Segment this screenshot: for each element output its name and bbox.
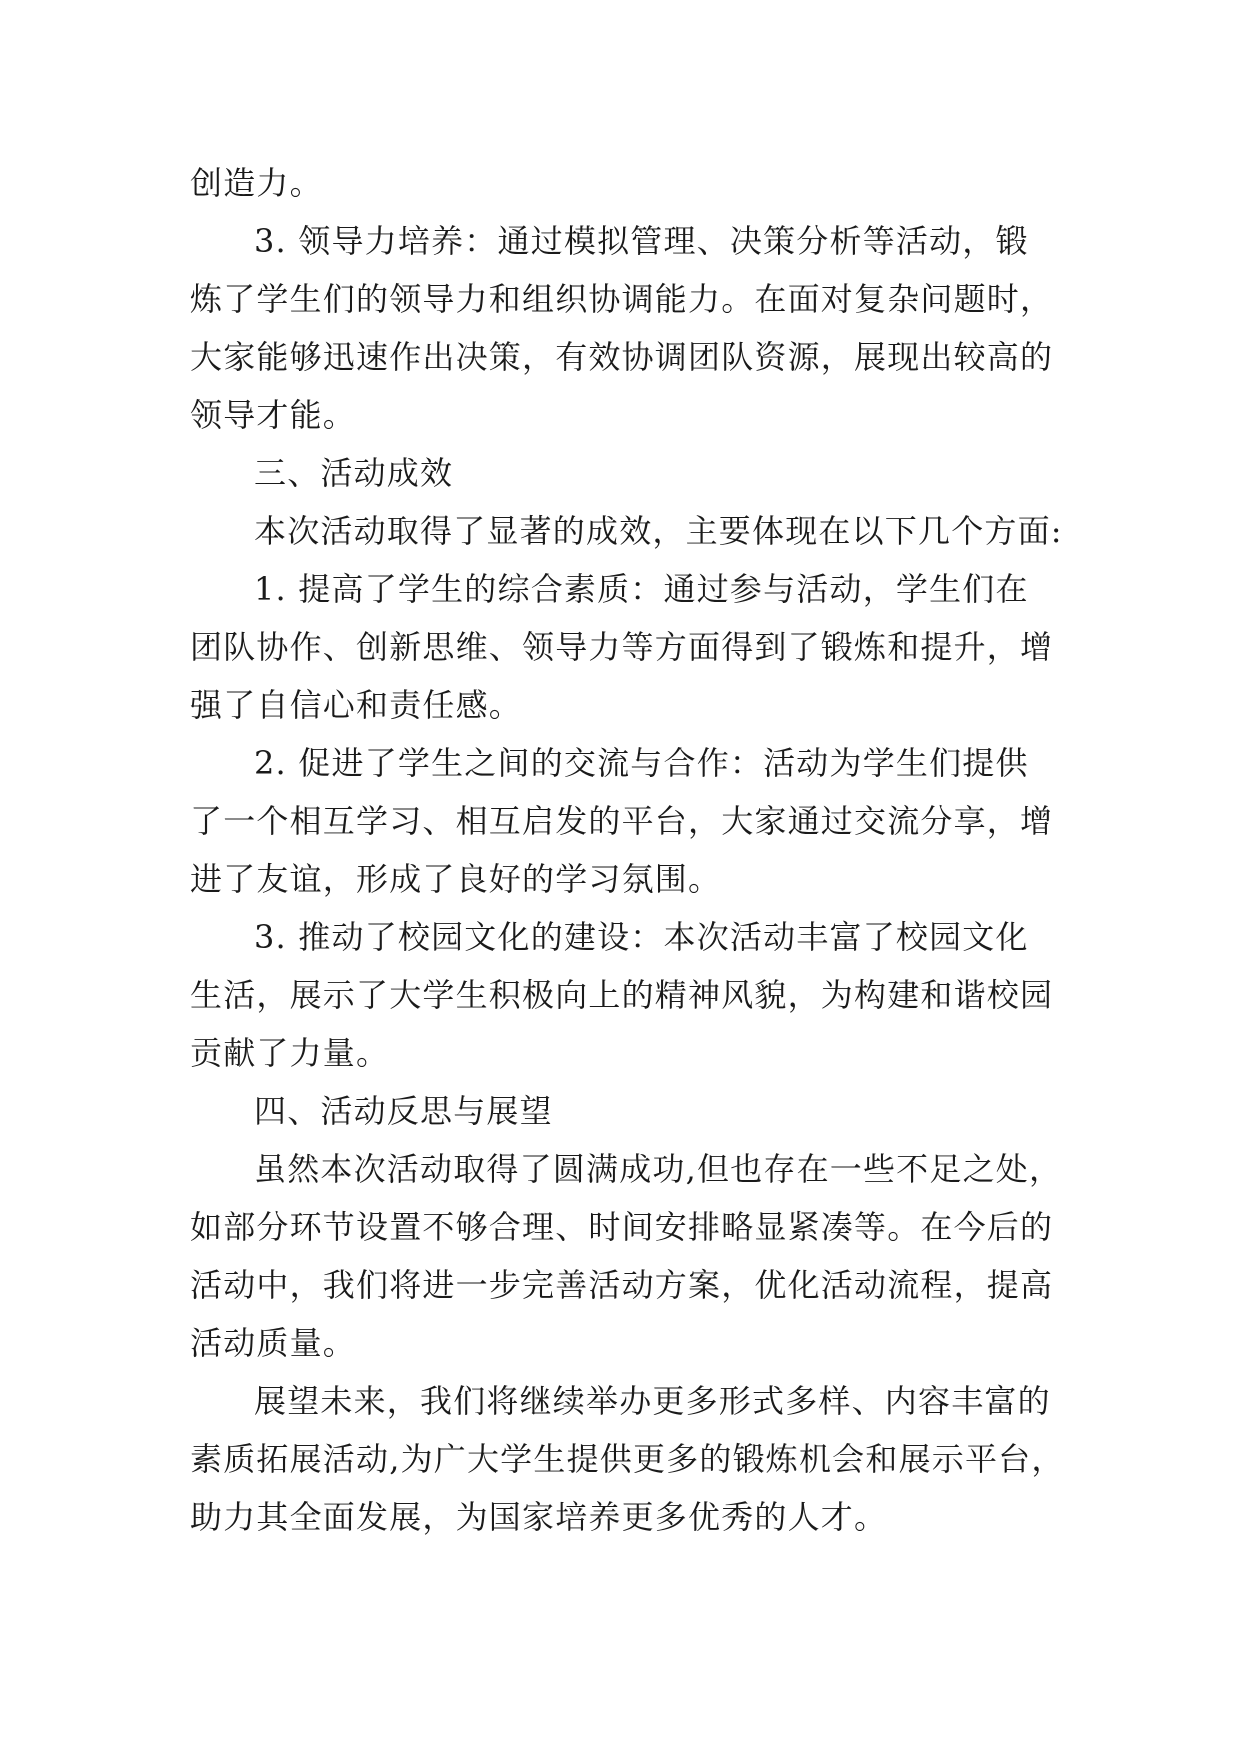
paragraph-line: 贡献了力量。 — [190, 1034, 390, 1072]
paragraph-line: 炼了学生们的领导力和组织协调能力。在面对复杂问题时， — [190, 280, 1054, 318]
paragraph-line: 如部分环节设置不够合理、时间安排略显紧凑等。在今后的 — [190, 1208, 1054, 1246]
paragraph-line: 了一个相互学习、相互启发的平台，大家通过交流分享，增 — [190, 802, 1054, 840]
paragraph-line: 进了友谊，形成了良好的学习氛围。 — [190, 860, 722, 898]
paragraph-line: 本次活动取得了显著的成效，主要体现在以下几个方面: — [254, 512, 1063, 550]
paragraph-line: 助力其全面发展，为国家培养更多优秀的人才。 — [190, 1498, 888, 1536]
paragraph-line: 1. 提高了学生的综合素质：通过参与活动，学生们在 — [254, 570, 1029, 608]
paragraph-line: 虽然本次活动取得了圆满成功,但也存在一些不足之处， — [254, 1150, 1063, 1188]
paragraph-line: 3. 领导力培养：通过模拟管理、决策分析等活动，锻 — [254, 222, 1029, 260]
paragraph-line: 生活，展示了大学生积极向上的精神风貌，为构建和谐校园 — [190, 976, 1054, 1014]
paragraph-line: 2. 促进了学生之间的交流与合作：活动为学生们提供 — [254, 744, 1029, 782]
paragraph-line: 展望未来，我们将继续举办更多形式多样、内容丰富的 — [254, 1382, 1051, 1420]
paragraph-line: 大家能够迅速作出决策，有效协调团队资源，展现出较高的 — [190, 338, 1054, 376]
section-heading: 四、活动反思与展望 — [254, 1092, 553, 1130]
document-body — [190, 154, 1065, 1546]
paragraph-line: 强了自信心和责任感。 — [190, 686, 523, 724]
paragraph-line: 素质拓展活动,为广大学生提供更多的锻炼机会和展示平台， — [190, 1440, 1065, 1478]
paragraph-line: 创造力。 — [190, 164, 323, 202]
section-heading: 三、活动成效 — [254, 454, 454, 492]
paragraph-line: 团队协作、创新思维、领导力等方面得到了锻炼和提升，增 — [190, 628, 1054, 666]
paragraph-line: 领导才能。 — [190, 396, 357, 434]
paragraph-line: 活动质量。 — [190, 1324, 357, 1362]
paragraph-line: 3. 推动了校园文化的建设：本次活动丰富了校园文化 — [254, 918, 1029, 956]
paragraph-line: 活动中，我们将进一步完善活动方案，优化活动流程，提高 — [190, 1266, 1054, 1304]
